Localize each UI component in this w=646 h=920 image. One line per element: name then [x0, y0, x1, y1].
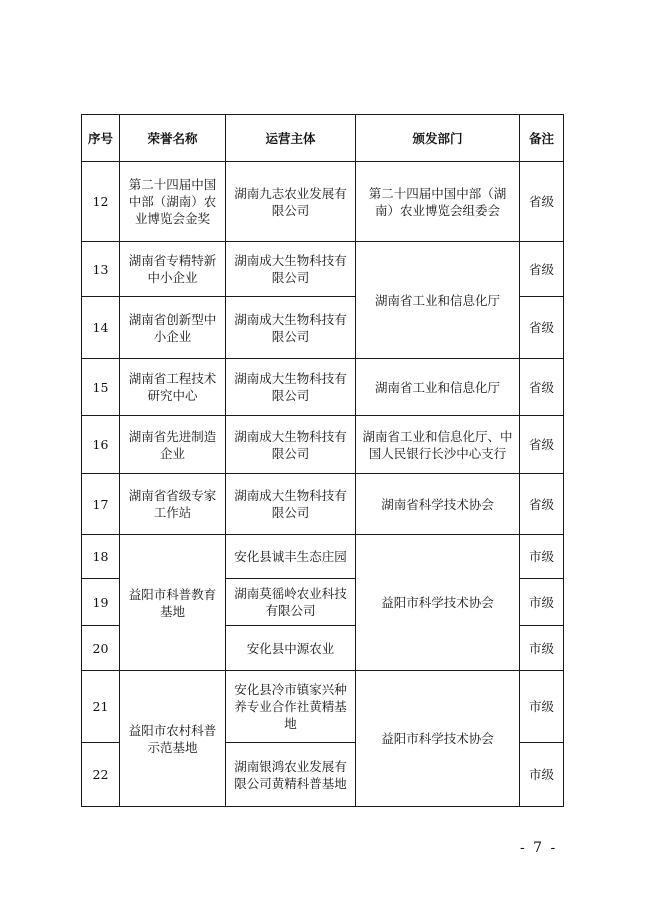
row-num: 12	[82, 162, 120, 242]
operator: 湖南成大生物科技有限公司	[226, 416, 356, 474]
honor-name: 第二十四届中国中部（湖南）农业博览会金奖	[120, 162, 226, 242]
remark: 市级	[520, 671, 564, 743]
honor-name: 湖南省工程技术研究中心	[120, 359, 226, 416]
honor-name: 湖南省先进制造企业	[120, 416, 226, 474]
header-num: 序号	[82, 115, 120, 162]
header-operator: 运营主体	[226, 115, 356, 162]
honor-name: 益阳市科普教育基地	[120, 535, 226, 671]
operator: 湖南成大生物科技有限公司	[226, 297, 356, 359]
page-number: - 7 -	[520, 840, 558, 856]
remark: 市级	[520, 535, 564, 579]
remark: 省级	[520, 474, 564, 535]
issuer: 益阳市科学技术协会	[356, 535, 520, 671]
honor-name: 湖南省省级专家工作站	[120, 474, 226, 535]
remark: 省级	[520, 242, 564, 297]
operator: 湖南银鸿农业发展有限公司黄精科普基地	[226, 743, 356, 807]
issuer: 第二十四届中国中部（湖南）农业博览会组委会	[356, 162, 520, 242]
remark: 市级	[520, 743, 564, 807]
operator: 湖南成大生物科技有限公司	[226, 359, 356, 416]
row-num: 20	[82, 626, 120, 671]
remark: 省级	[520, 359, 564, 416]
operator: 湖南成大生物科技有限公司	[226, 242, 356, 297]
honor-name: 益阳市农村科普示范基地	[120, 671, 226, 807]
row-num: 16	[82, 416, 120, 474]
row-num: 22	[82, 743, 120, 807]
remark: 市级	[520, 579, 564, 626]
issuer: 湖南省工业和信息化厅	[356, 359, 520, 416]
table-row	[82, 359, 564, 416]
header-honor-name: 荣誉名称	[120, 115, 226, 162]
row-num: 17	[82, 474, 120, 535]
table-row	[82, 671, 564, 743]
header-row	[82, 115, 564, 162]
header-remark: 备注	[520, 115, 564, 162]
operator: 湖南莫徭岭农业科技有限公司	[226, 579, 356, 626]
issuer: 湖南省工业和信息化厅、中国人民银行长沙中心支行	[356, 416, 520, 474]
honor-name: 湖南省创新型中小企业	[120, 297, 226, 359]
operator: 湖南九志农业发展有限公司	[226, 162, 356, 242]
remark: 省级	[520, 416, 564, 474]
table-row	[82, 535, 564, 579]
honors-table	[81, 114, 564, 807]
table-row	[82, 242, 564, 297]
row-num: 21	[82, 671, 120, 743]
remark: 省级	[520, 162, 564, 242]
row-num: 13	[82, 242, 120, 297]
table-row	[82, 162, 564, 242]
table-row	[82, 416, 564, 474]
operator: 安化县中源农业	[226, 626, 356, 671]
row-num: 19	[82, 579, 120, 626]
honor-name: 湖南省专精特新中小企业	[120, 242, 226, 297]
operator: 安化县冷市镇家兴种养专业合作社黄精基地	[226, 671, 356, 743]
row-num: 15	[82, 359, 120, 416]
issuer: 湖南省工业和信息化厅	[356, 242, 520, 359]
header-issuer: 颁发部门	[356, 115, 520, 162]
remark: 市级	[520, 626, 564, 671]
issuer: 湖南省科学技术协会	[356, 474, 520, 535]
table-row	[82, 474, 564, 535]
operator: 湖南成大生物科技有限公司	[226, 474, 356, 535]
remark: 省级	[520, 297, 564, 359]
row-num: 14	[82, 297, 120, 359]
issuer: 益阳市科学技术协会	[356, 671, 520, 807]
operator: 安化县诚丰生态庄园	[226, 535, 356, 579]
row-num: 18	[82, 535, 120, 579]
